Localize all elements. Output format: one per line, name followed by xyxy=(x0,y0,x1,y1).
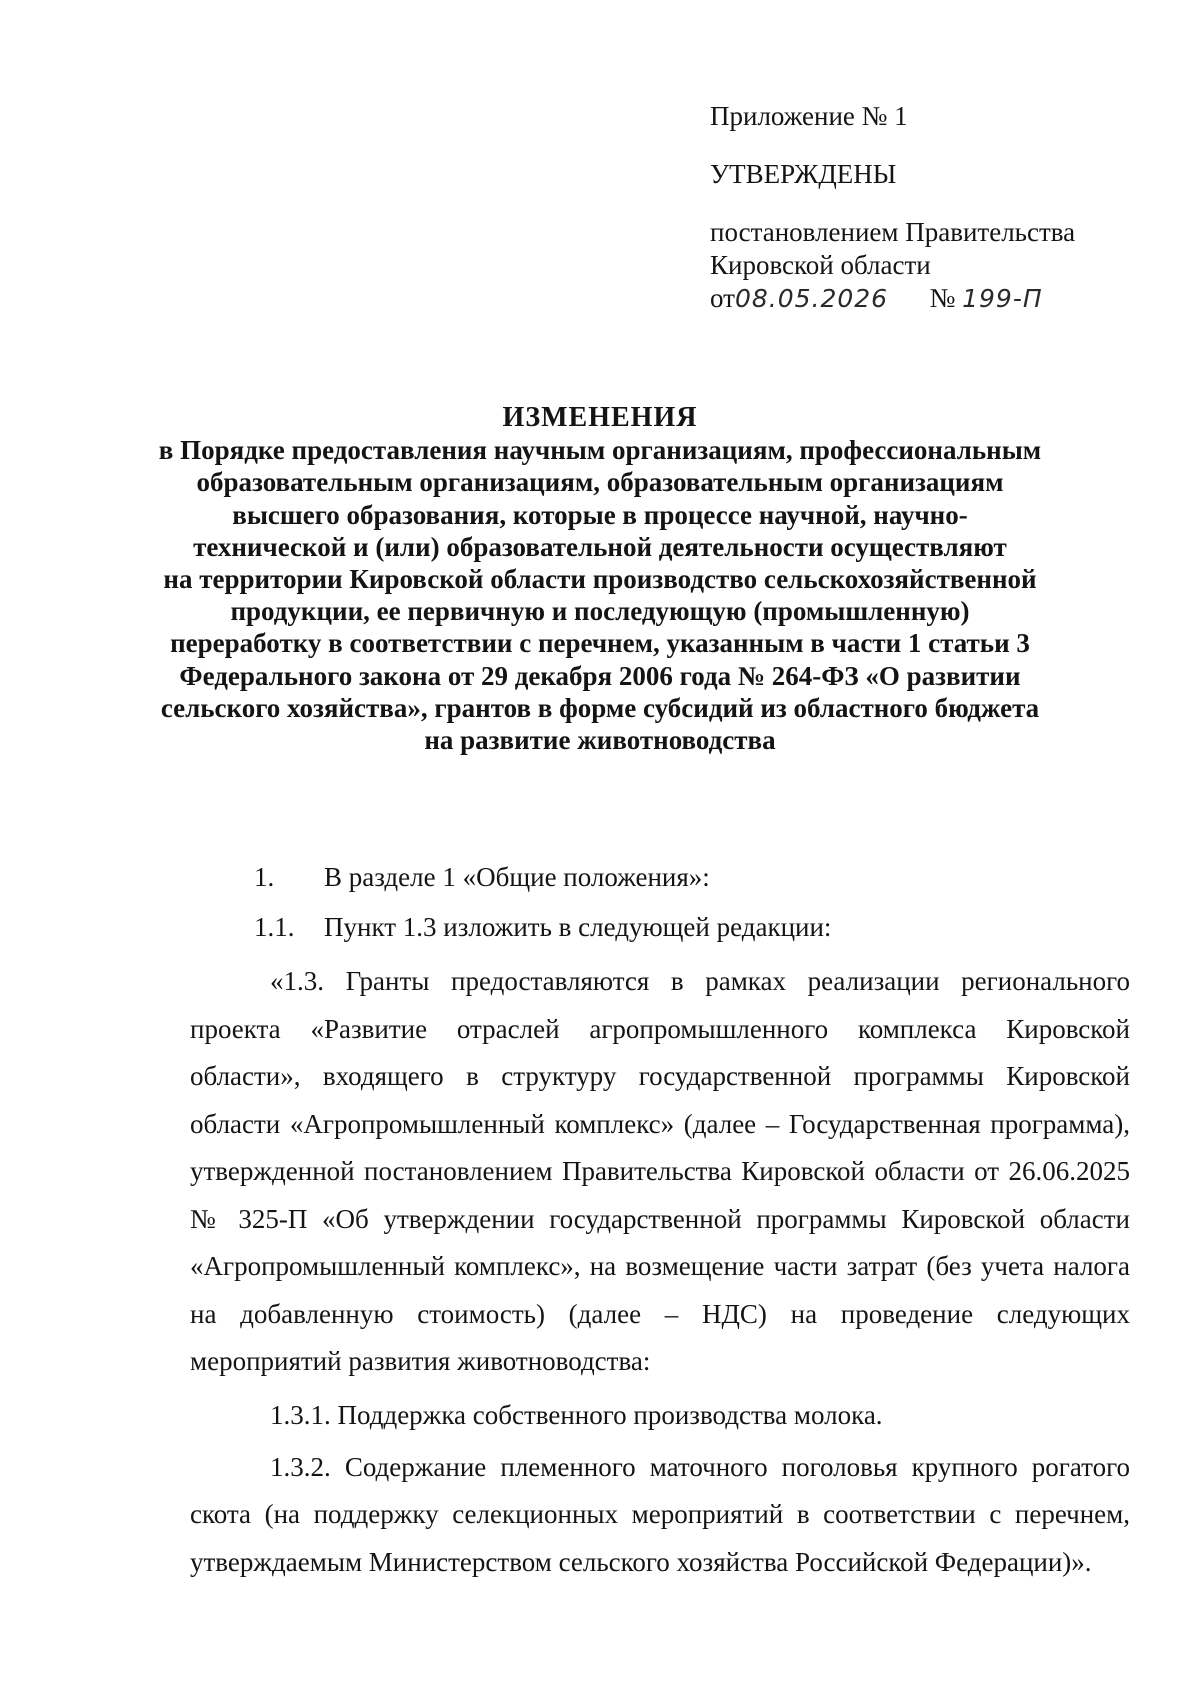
title-line: технической и (или) образовательной деятельности осуществляют xyxy=(193,531,1007,562)
item-1-1-text: Пункт 1.3 изложить в следующей редакции: xyxy=(324,912,832,942)
title-heading: ИЗМЕНЕНИЯ xyxy=(502,402,698,433)
item-1-text: В разделе 1 «Общие положения»: xyxy=(324,862,710,892)
title-line: продукции, ее первичную и последующую (промышленную) xyxy=(230,596,970,627)
title-line: образовательным организациям, образовательным организациям xyxy=(196,467,1004,498)
paragraph-1-3-2: 1.3.2. Содержание племенного маточного поголовья крупного рогатого скота (на поддержку селекционных мероприятий в соответствии с перечнем, утверждаемым Министерством сельского хозяйства Российской Федерации)». xyxy=(190,1451,1130,1577)
decree-line-1: постановлением Правительства xyxy=(710,217,1076,247)
title-line: на территории Кировской области производство сельскохозяйственной xyxy=(163,564,1037,595)
handwritten-date: 08.05.2026 xyxy=(734,284,889,313)
title-line: в Порядке предоставления научным организациям, профессиональным xyxy=(158,435,1042,466)
date-prefix: от xyxy=(710,283,735,313)
appendix-label: Приложение № 1 xyxy=(710,101,908,131)
paragraph-1-3: «1.3. Гранты предоставляются в рамках реализации регионального проекта «Развитие отраслей агропромышленного комплекса Кировской области», входящего в структуру государственной программы Кировской области «Агропромышленный комплекс» (далее – Государственная программа), утвержденной постановлением Правительства Кировской области от 26.06.2025 № 325-П «Об утверждении государственной программы Кировской области «Агропромышленный комплекс», на возмещение части затрат (без учета налога на добавленную стоимость) (далее – НДС) на проведение следующих мероприятий развития животноводства: xyxy=(190,966,1130,1376)
paragraph-1-3-1: 1.3.1. Поддержка собственного производства молока. xyxy=(270,1399,883,1430)
item-1-number: 1. xyxy=(254,862,275,892)
handwritten-number: 199-П xyxy=(962,284,1043,313)
approved-label: УТВЕРЖДЕНЫ xyxy=(710,159,897,189)
decree-date-line xyxy=(710,282,1150,315)
approval-block xyxy=(710,100,1150,315)
title-line: сельского хозяйства», грантов в форме субсидий из областного бюджета xyxy=(160,692,1040,723)
item-1-1 xyxy=(190,902,1130,952)
document-title xyxy=(140,402,1060,756)
item-1-1-number: 1.1. xyxy=(254,912,295,942)
title-line: высшего образования, которые в процессе научной, научно- xyxy=(232,499,968,530)
title-line: Федерального закона от 29 декабря 2006 года № 264-ФЗ «О развитии xyxy=(179,660,1021,691)
title-line: переработку в соответствии с перечнем, указанным в части 1 статьи 3 xyxy=(170,628,1030,659)
document-body xyxy=(190,852,1130,1586)
item-1 xyxy=(190,852,1130,902)
number-prefix: № xyxy=(929,283,956,313)
title-line: на развитие животноводства xyxy=(424,725,776,756)
decree-line-2: Кировской области xyxy=(710,250,931,280)
